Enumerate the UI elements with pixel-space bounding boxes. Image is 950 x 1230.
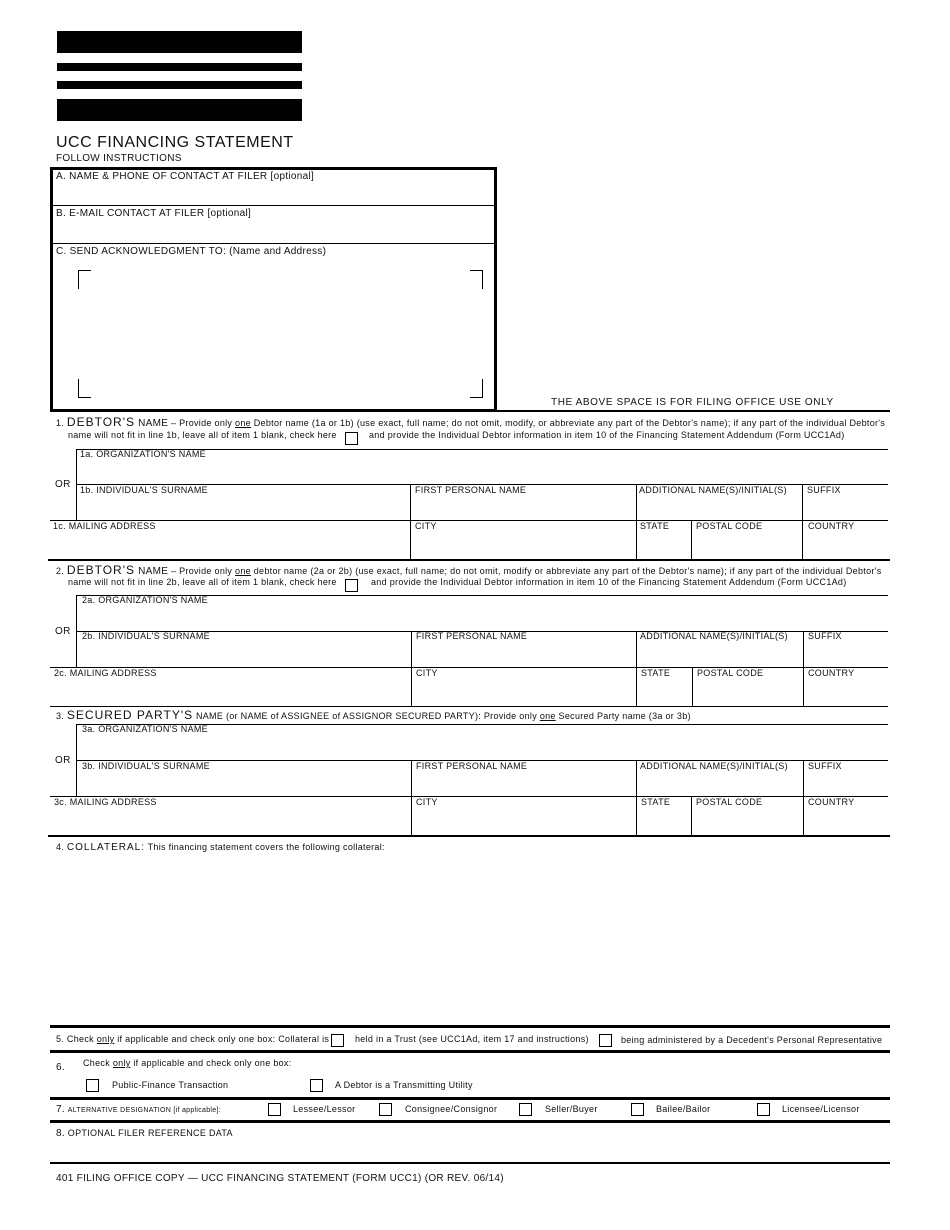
trust-label: held in a Trust (see UCC1Ad, item 17 and instructions) bbox=[355, 1034, 589, 1044]
logo-bar bbox=[57, 31, 302, 53]
debtor1-org-field[interactable] bbox=[80, 460, 886, 482]
secured-party-description: 3. SECURED PARTY'S NAME (or NAME of ASSIGNEE of ASSIGNOR SECURED PARTY): Provide only one Secured Party name (3a or 3b) bbox=[56, 708, 691, 722]
logo-bar bbox=[57, 99, 302, 121]
debtor1-description: 1. DEBTOR'S NAME – Provide only one Debtor name (1a or 1b) (use exact, full name; do not omit, modify, or abbreviate any part of the Debtor's name); if any part of the individual Debtor's bbox=[56, 415, 886, 429]
debtor1-postal-field[interactable] bbox=[695, 532, 800, 558]
page-title: UCC FINANCING STATEMENT bbox=[56, 134, 294, 151]
secured-additional-field[interactable] bbox=[639, 772, 801, 794]
collateral-field[interactable] bbox=[56, 856, 886, 1022]
item7-description: 7. ALTERNATIVE DESIGNATION [if applicable]: bbox=[56, 1104, 221, 1115]
secured-additional-label: ADDITIONAL NAME(S)/INITIAL(S) bbox=[640, 761, 788, 771]
or-label: OR bbox=[55, 626, 71, 637]
debtor1-country-field[interactable] bbox=[806, 532, 886, 558]
secured-surname-label: 3b. INDIVIDUAL'S SURNAME bbox=[82, 761, 210, 771]
debtor2-description-line2b: and provide the Individual Debtor information in item 10 of the Financing Statement Addendum (Form UCC1Ad) bbox=[371, 577, 847, 587]
bailee-bailor-checkbox[interactable] bbox=[631, 1103, 644, 1116]
debtor1-individual-checkbox[interactable] bbox=[345, 432, 358, 445]
filer-email-label: B. E-MAIL CONTACT AT FILER [optional] bbox=[56, 208, 252, 219]
secured-mailing-field[interactable] bbox=[53, 808, 408, 834]
item5-description: 5. Check only if applicable and check only one box: Collateral is bbox=[56, 1034, 330, 1044]
debtor2-additional-field[interactable] bbox=[639, 642, 801, 664]
page-subtitle: FOLLOW INSTRUCTIONS bbox=[56, 153, 182, 164]
decedent-checkbox[interactable] bbox=[599, 1034, 612, 1047]
decedent-label: being administered by a Decedent's Personal Representative bbox=[621, 1035, 883, 1045]
debtor2-state-label: STATE bbox=[641, 668, 671, 678]
debtor1-first-label: FIRST PERSONAL NAME bbox=[415, 485, 527, 495]
corner-mark bbox=[470, 270, 483, 289]
lessee-lessor-checkbox[interactable] bbox=[268, 1103, 281, 1116]
filer-email-field[interactable] bbox=[56, 221, 492, 241]
seller-buyer-checkbox[interactable] bbox=[519, 1103, 532, 1116]
trust-checkbox[interactable] bbox=[331, 1034, 344, 1047]
debtor1-additional-field[interactable] bbox=[639, 496, 801, 518]
debtor2-description-line2: name will not fit in line 2b, leave all of item 1 blank, check here bbox=[68, 577, 337, 587]
debtor1-city-field[interactable] bbox=[414, 532, 634, 558]
debtor2-additional-label: ADDITIONAL NAME(S)/INITIAL(S) bbox=[640, 631, 788, 641]
consignee-consignor-label: Consignee/Consignor bbox=[405, 1104, 498, 1114]
public-finance-label: Public-Finance Transaction bbox=[112, 1080, 229, 1090]
acknowledgment-label: C. SEND ACKNOWLEDGMENT TO: (Name and Address) bbox=[56, 246, 327, 257]
secured-first-label: FIRST PERSONAL NAME bbox=[416, 761, 528, 771]
logo-bar bbox=[57, 81, 302, 89]
secured-country-label: COUNTRY bbox=[808, 797, 855, 807]
debtor2-first-label: FIRST PERSONAL NAME bbox=[416, 631, 528, 641]
debtor2-postal-field[interactable] bbox=[695, 679, 800, 704]
debtor1-state-field[interactable] bbox=[639, 532, 689, 558]
debtor1-description-line2b: and provide the Individual Debtor information in item 10 of the Financing Statement Addendum (Form UCC1Ad) bbox=[369, 430, 845, 440]
debtor2-surname-field[interactable] bbox=[80, 642, 408, 664]
secured-postal-label: POSTAL CODE bbox=[696, 797, 763, 807]
item6-description: Check only if applicable and check only one box: bbox=[83, 1058, 292, 1068]
or-label: OR bbox=[55, 755, 71, 766]
public-finance-checkbox[interactable] bbox=[86, 1079, 99, 1092]
debtor1-description-line2: name will not fit in line 1b, leave all of item 1 blank, check here bbox=[68, 430, 337, 440]
debtor1-country-label: COUNTRY bbox=[808, 521, 855, 531]
secured-first-field[interactable] bbox=[414, 772, 634, 794]
debtor2-state-field[interactable] bbox=[639, 679, 689, 704]
secured-suffix-label: SUFFIX bbox=[808, 761, 842, 771]
secured-postal-field[interactable] bbox=[695, 808, 800, 834]
debtor1-org-label: 1a. ORGANIZATION'S NAME bbox=[80, 449, 206, 459]
corner-mark bbox=[470, 379, 483, 398]
debtor1-mailing-field[interactable] bbox=[53, 532, 408, 558]
bailee-bailor-label: Bailee/Bailor bbox=[656, 1104, 711, 1114]
consignee-consignor-checkbox[interactable] bbox=[379, 1103, 392, 1116]
debtor1-surname-label: 1b. INDIVIDUAL'S SURNAME bbox=[80, 485, 208, 495]
item6-number: 6. bbox=[56, 1062, 65, 1073]
footer-text: 401 FILING OFFICE COPY — UCC FINANCING STATEMENT (FORM UCC1) (OR REV. 06/14) bbox=[56, 1173, 504, 1184]
debtor2-suffix-label: SUFFIX bbox=[808, 631, 842, 641]
debtor2-suffix-field[interactable] bbox=[806, 642, 886, 664]
debtor2-individual-checkbox[interactable] bbox=[345, 579, 358, 592]
secured-mailing-label: 3c. MAILING ADDRESS bbox=[54, 797, 157, 807]
debtor1-suffix-field[interactable] bbox=[806, 496, 886, 518]
debtor2-org-label: 2a. ORGANIZATION'S NAME bbox=[82, 595, 208, 605]
acknowledgment-address-field[interactable] bbox=[80, 271, 482, 397]
filer-contact-field[interactable] bbox=[56, 184, 492, 204]
licensee-licensor-label: Licensee/Licensor bbox=[782, 1104, 860, 1114]
secured-org-label: 3a. ORGANIZATION'S NAME bbox=[82, 724, 208, 734]
debtor2-first-field[interactable] bbox=[414, 642, 634, 664]
debtor1-first-field[interactable] bbox=[414, 496, 634, 518]
secured-country-field[interactable] bbox=[806, 808, 886, 834]
debtor1-surname-field[interactable] bbox=[80, 496, 408, 518]
debtor1-postal-label: POSTAL CODE bbox=[696, 521, 763, 531]
debtor2-city-field[interactable] bbox=[414, 679, 634, 704]
secured-state-label: STATE bbox=[641, 797, 671, 807]
debtor2-description: 2. DEBTOR'S NAME – Provide only one debtor name (2a or 2b) (use exact, full name; do not omit, modify or abbreviate any part of the Debtor's name); if any part of the individual Debtor's bbox=[56, 563, 882, 577]
collateral-heading: 4. COLLATERAL: This financing statement covers the following collateral: bbox=[56, 842, 385, 853]
filer-contact-label: A. NAME & PHONE OF CONTACT AT FILER [optional] bbox=[56, 171, 315, 182]
filing-office-note: THE ABOVE SPACE IS FOR FILING OFFICE USE ONLY bbox=[551, 397, 834, 408]
secured-city-field[interactable] bbox=[414, 808, 634, 834]
debtor2-postal-label: POSTAL CODE bbox=[697, 668, 764, 678]
corner-mark bbox=[78, 270, 91, 289]
debtor2-org-field[interactable] bbox=[80, 606, 886, 628]
filer-reference-field[interactable] bbox=[56, 1140, 886, 1160]
debtor1-city-label: CITY bbox=[415, 521, 437, 531]
or-label: OR bbox=[55, 479, 71, 490]
logo-bar bbox=[57, 63, 302, 71]
secured-city-label: CITY bbox=[416, 797, 438, 807]
debtor2-country-field[interactable] bbox=[806, 679, 886, 704]
debtor2-surname-label: 2b. INDIVIDUAL'S SURNAME bbox=[82, 631, 210, 641]
lessee-lessor-label: Lessee/Lessor bbox=[293, 1104, 356, 1114]
secured-suffix-field[interactable] bbox=[806, 772, 886, 794]
debtor1-state-label: STATE bbox=[640, 521, 670, 531]
seller-buyer-label: Seller/Buyer bbox=[545, 1104, 598, 1114]
secured-org-field[interactable] bbox=[80, 735, 886, 757]
item8-label: 8. OPTIONAL FILER REFERENCE DATA bbox=[56, 1128, 233, 1139]
debtor1-mailing-label: 1c. MAILING ADDRESS bbox=[53, 521, 156, 531]
secured-surname-field[interactable] bbox=[80, 772, 408, 794]
debtor2-mailing-field[interactable] bbox=[53, 679, 408, 704]
corner-mark bbox=[78, 379, 91, 398]
transmitting-utility-checkbox[interactable] bbox=[310, 1079, 323, 1092]
debtor2-country-label: COUNTRY bbox=[808, 668, 855, 678]
debtor1-suffix-label: SUFFIX bbox=[807, 485, 841, 495]
debtor2-mailing-label: 2c. MAILING ADDRESS bbox=[54, 668, 157, 678]
secured-state-field[interactable] bbox=[639, 808, 689, 834]
transmitting-utility-label: A Debtor is a Transmitting Utility bbox=[335, 1080, 473, 1090]
debtor1-additional-label: ADDITIONAL NAME(S)/INITIAL(S) bbox=[639, 485, 787, 495]
licensee-licensor-checkbox[interactable] bbox=[757, 1103, 770, 1116]
debtor2-city-label: CITY bbox=[416, 668, 438, 678]
